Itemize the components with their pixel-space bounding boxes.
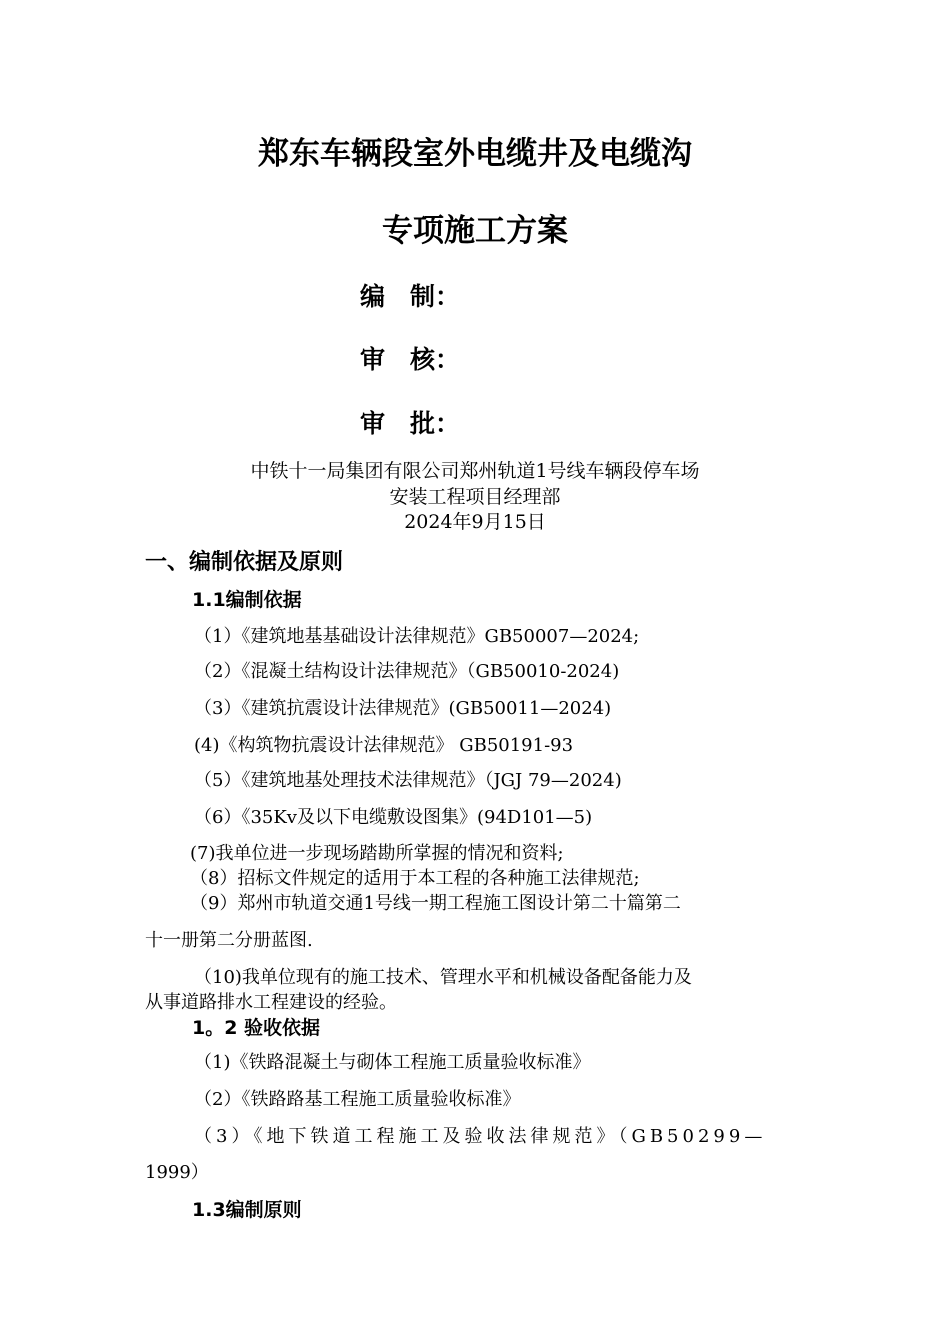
basis-item: （6）《35Kv及以下电缆敷设图集》(94D101—5) <box>194 807 593 828</box>
subsection-heading-basis: 1.1编制依据 <box>192 589 302 611</box>
basis-item-9-line2: 十一册第二分册蓝图. <box>145 930 313 951</box>
basis-item: （5）《建筑地基处理技术法律规范》（JGJ 79—2024) <box>194 770 622 791</box>
subsection-heading-acceptance: 1。2 验收依据 <box>192 1017 321 1039</box>
basis-item: (4)《构筑物抗震设计法律规范》 GB50191-93 <box>194 735 574 756</box>
basis-item: (7)我单位进一步现场踏勘所掌握的情况和资料; <box>190 843 564 864</box>
basis-item: （3）《建筑抗震设计法律规范》(GB50011—2024) <box>194 698 612 719</box>
document-title-line2: 专项施工方案 <box>382 213 568 249</box>
document-title-line1: 郑东车辆段室外电缆井及电缆沟 <box>258 136 692 172</box>
document-date: 2024年9月15日 <box>404 511 546 533</box>
basis-item: （2）《混凝土结构设计法律规范》（GB50010-2024) <box>194 661 620 682</box>
basis-item-10-line1: （10)我单位现有的施工技术、管理水平和机械设备配备能力及 <box>194 967 692 988</box>
acceptance-item: （1)《铁路混凝土与砌体工程施工质量验收标准》 <box>194 1052 591 1073</box>
compiler-label: 编 制： <box>360 282 461 311</box>
basis-item-10-line2: 从事道路排水工程建设的经验。 <box>145 992 397 1013</box>
section-heading: 一、编制依据及原则 <box>145 550 344 575</box>
acceptance-item-3-line1: （3）《地下铁道工程施工及验收法律规范》（GB50299— <box>194 1126 767 1147</box>
subsection-heading-principles: 1.3编制原则 <box>192 1199 302 1221</box>
organization-line2: 安装工程项目经理部 <box>389 486 561 508</box>
basis-item-9-line1: （9）郑州市轨道交通1号线一期工程施工图设计第二十篇第二 <box>190 893 681 914</box>
basis-item: （8）招标文件规定的适用于本工程的各种施工法律规范; <box>190 868 640 889</box>
approver-label: 审 批： <box>360 409 461 438</box>
organization-line1: 中铁十一局集团有限公司郑州轨道1号线车辆段停车场 <box>250 460 700 482</box>
acceptance-item: （2）《铁路路基工程施工质量验收标准》 <box>194 1089 521 1110</box>
acceptance-item-3-line2: 1999） <box>145 1162 209 1183</box>
basis-item: （1）《建筑地基基础设计法律规范》GB50007—2024; <box>194 626 640 647</box>
reviewer-label: 审 核： <box>360 345 461 374</box>
